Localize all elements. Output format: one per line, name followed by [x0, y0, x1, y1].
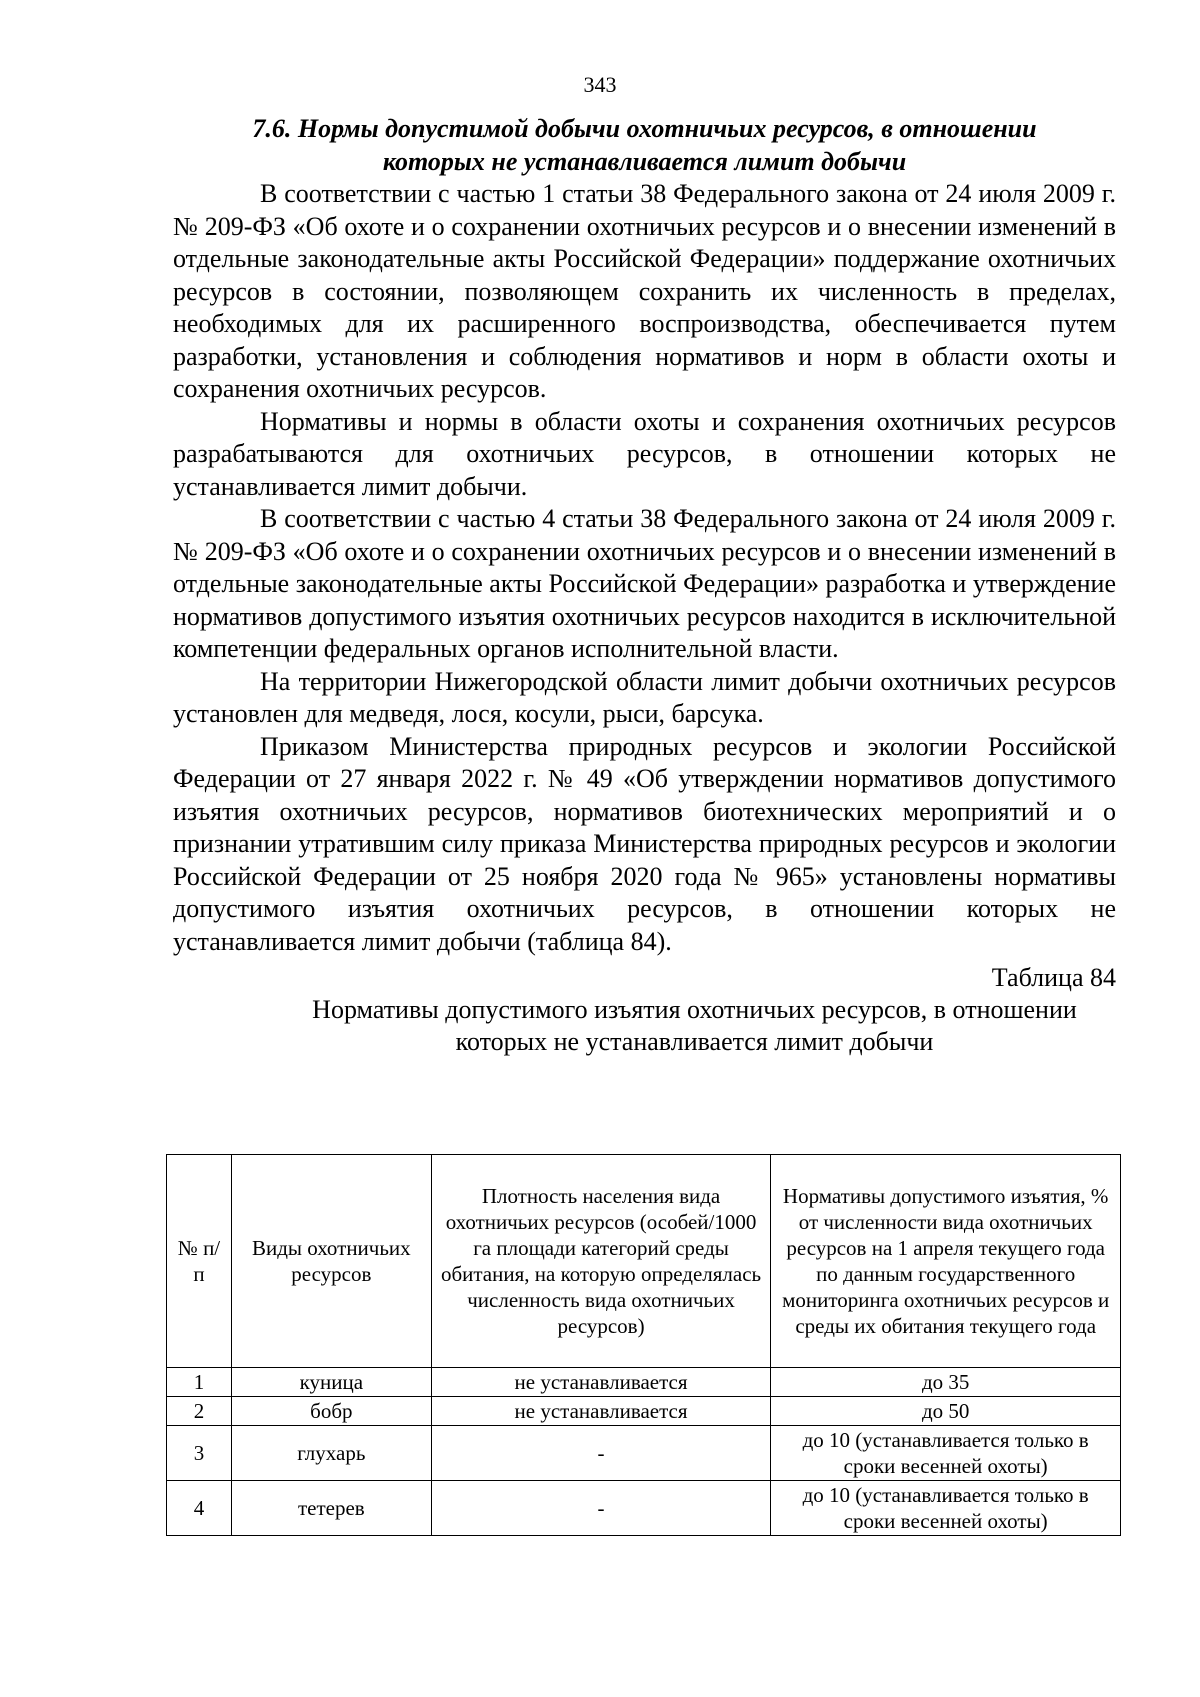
- cell-norm: до 50: [771, 1397, 1121, 1426]
- section-title: [173, 112, 1116, 178]
- table-caption-line2: которых не устанавливается лимит добычи: [455, 1027, 934, 1056]
- header-num: № п/п: [167, 1155, 232, 1368]
- norms-table: [166, 1154, 1121, 1536]
- paragraph-4: На территории Нижегородской области лимит добычи охотничьих ресурсов установлен для медведя, лося, косули, рыси, барсука.: [173, 666, 1116, 728]
- header-norm: Нормативы допустимого изъятия, % от численности вида охотничьих ресурсов на 1 апреля текущего года по данным государственного мониторинга охотничьих ресурсов и среды их обитания текущего года: [771, 1155, 1121, 1368]
- paragraph-3: В соответствии с частью 4 статьи 38 Федерального закона от 24 июля 2009 г. № 209-ФЗ «Об охоте и о сохранении охотничьих ресурсов и о внесении изменений в отдельные законодательные акты Российской Федерации» разработка и утверждение нормативов допустимого изъятия охотничьих ресурсов находится в исключительной компетенции федеральных органов исполнительной власти.: [173, 504, 1116, 663]
- cell-species: куница: [231, 1368, 431, 1397]
- paragraph-1: В соответствии с частью 1 статьи 38 Федерального закона от 24 июля 2009 г. № 209-ФЗ «Об охоте и о сохранении охотничьих ресурсов и о внесении изменений в отдельные законодательные акты Российской Федерации» поддержание охотничьих ресурсов в состоянии, позволяющем сохранить их численность в пределах, необходимых для их расширенного воспроизводства, обеспечивается путем разработки, установления и соблюдения нормативов и норм в области охоты и сохранения охотничьих ресурсов.: [173, 179, 1116, 403]
- table-row: [167, 1481, 1121, 1536]
- cell-num: 3: [167, 1426, 232, 1481]
- table-caption-line1: Нормативы допустимого изъятия охотничьих ресурсов, в отношении: [312, 995, 1077, 1024]
- cell-species: бобр: [231, 1397, 431, 1426]
- header-density: Плотность населения вида охотничьих ресурсов (особей/1000 га площади категорий среды обитания, на которую определялась численность вида охотничьих ресурсов): [431, 1155, 771, 1368]
- section-title-line2: которых не устанавливается лимит добычи: [382, 147, 907, 176]
- header-species: Виды охотничьих ресурсов: [231, 1155, 431, 1368]
- cell-species: глухарь: [231, 1426, 431, 1481]
- cell-num: 2: [167, 1397, 232, 1426]
- table-row: [167, 1426, 1121, 1481]
- cell-density: -: [431, 1481, 771, 1536]
- paragraph-5: Приказом Министерства природных ресурсов и экологии Российской Федерации от 27 января 2022 г. № 49 «Об утверждении нормативов допустимого изъятия охотничьих ресурсов, нормативов биотехнических мероприятий и о признании утратившим силу приказа Министерства природных ресурсов и экологии Российской Федерации от 25 ноября 2020 года № 965» установлены нормативы допустимого изъятия охотничьих ресурсов, в отношении которых не устанавливается лимит добычи (таблица 84).: [173, 731, 1116, 956]
- cell-norm: до 10 (устанавливается только в сроки весенней охоты): [771, 1426, 1121, 1481]
- page-content: [173, 112, 1116, 1058]
- table-label: Таблица 84: [991, 963, 1116, 992]
- cell-species: тетерев: [231, 1481, 431, 1536]
- cell-norm: до 35: [771, 1368, 1121, 1397]
- paragraph-2: Нормативы и нормы в области охоты и сохранения охотничьих ресурсов разрабатываются для охотничьих ресурсов, в отношении которых не устанавливается лимит добычи.: [173, 406, 1116, 501]
- cell-density: не устанавливается: [431, 1397, 771, 1426]
- section-title-line1: 7.6. Нормы допустимой добычи охотничьих ресурсов, в отношении: [252, 114, 1037, 143]
- table-row: [167, 1368, 1121, 1397]
- cell-num: 1: [167, 1368, 232, 1397]
- table-header-row: [167, 1155, 1121, 1368]
- cell-norm: до 10 (устанавливается только в сроки весенней охоты): [771, 1481, 1121, 1536]
- table-row: [167, 1397, 1121, 1426]
- cell-num: 4: [167, 1481, 232, 1536]
- cell-density: не устанавливается: [431, 1368, 771, 1397]
- page-number: 343: [583, 72, 617, 97]
- cell-density: -: [431, 1426, 771, 1481]
- table-caption: [173, 994, 1116, 1058]
